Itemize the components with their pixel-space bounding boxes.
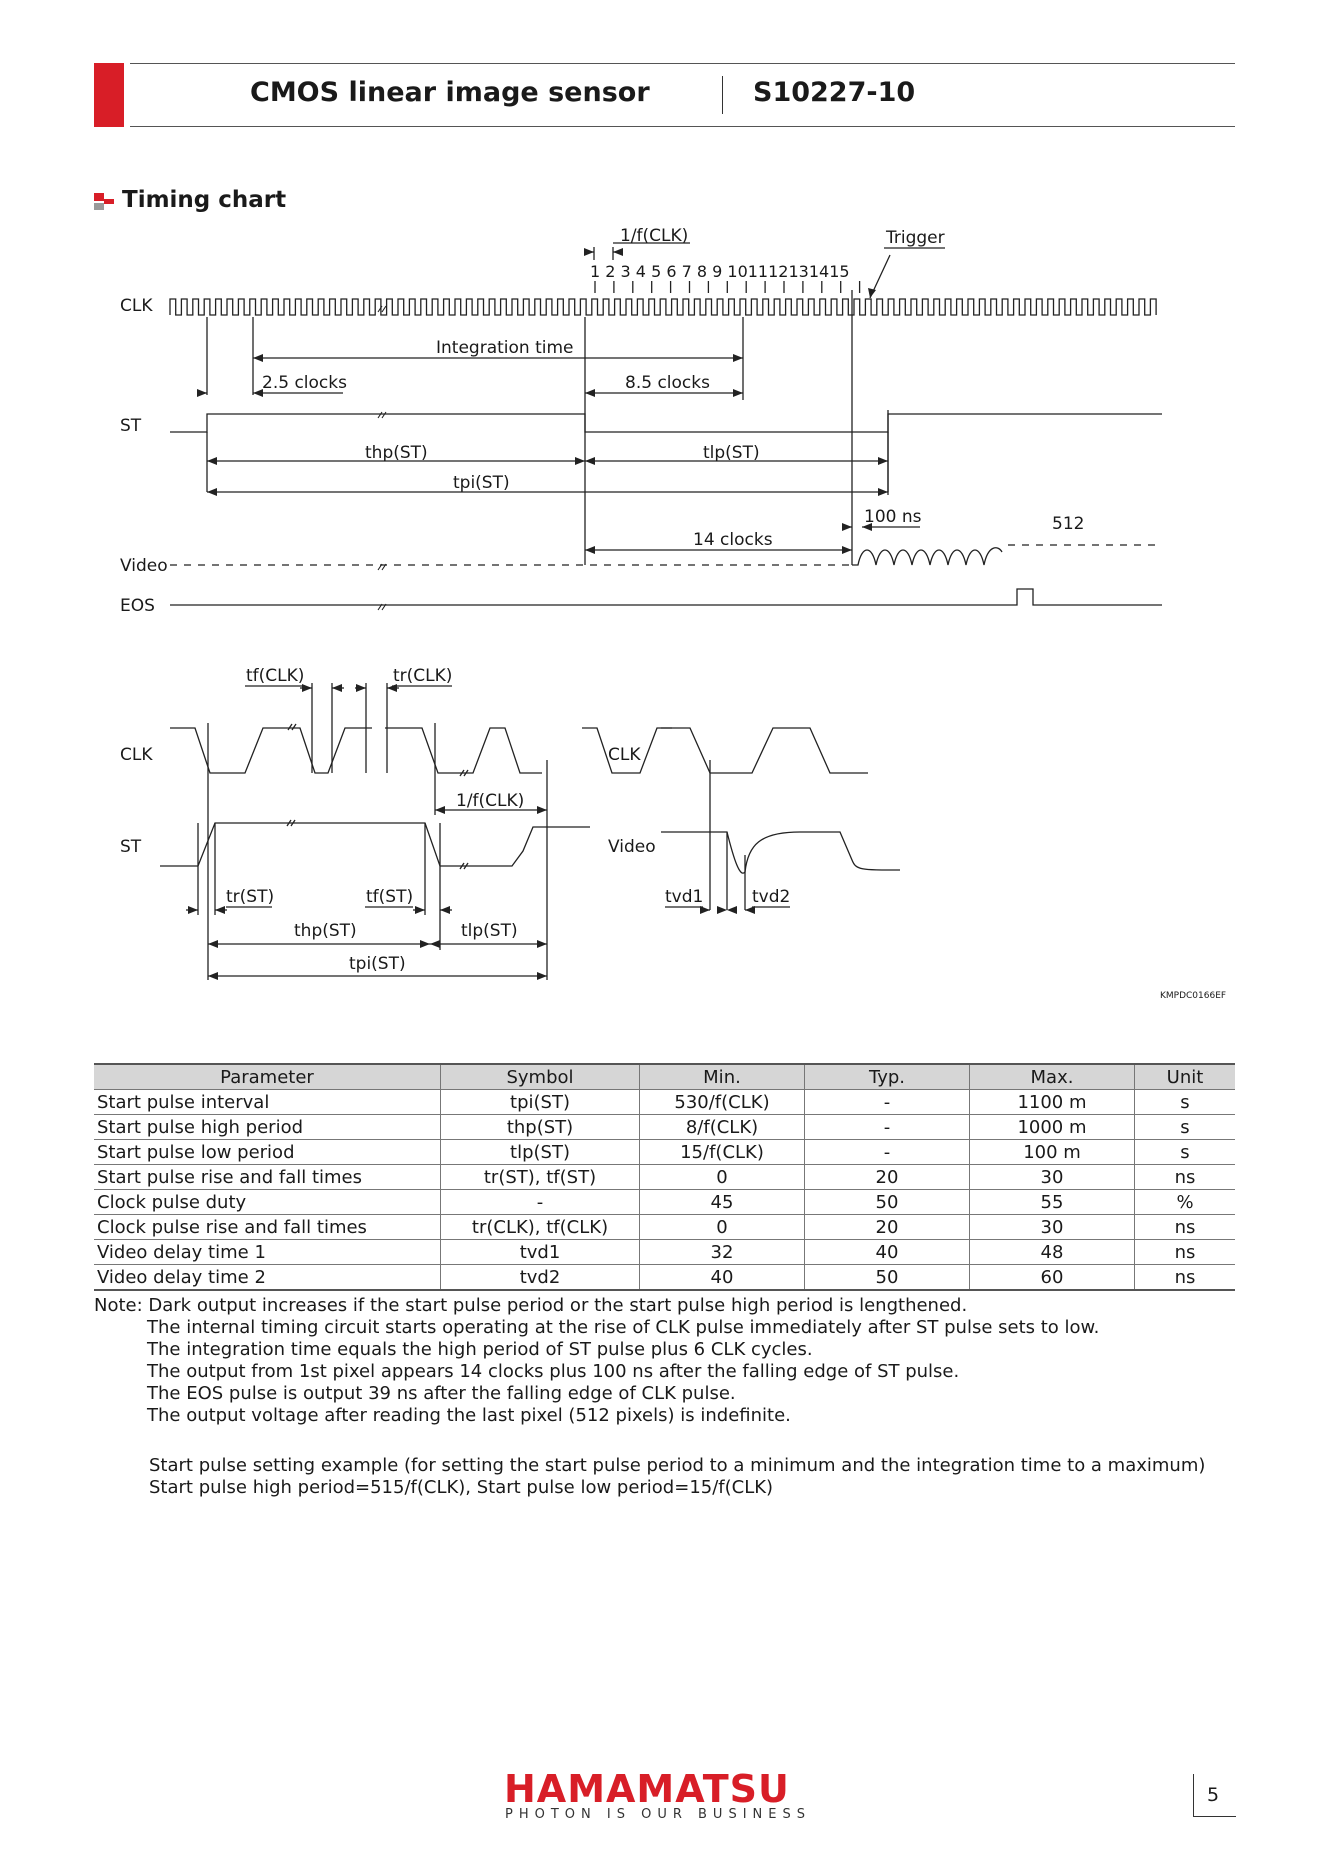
table-cell: 100 m bbox=[970, 1140, 1135, 1165]
table-cell: s bbox=[1135, 1115, 1236, 1140]
table-row bbox=[94, 1265, 1235, 1291]
note-line: The output from 1st pixel appears 14 clocks plus 100 ns after the falling edge of ST pulse. bbox=[147, 1361, 960, 1382]
tlp-label: tlp(ST) bbox=[703, 443, 760, 463]
table-cell: 50 bbox=[805, 1265, 970, 1291]
table-cell: tvd1 bbox=[441, 1240, 640, 1265]
clk-label-right: CLK bbox=[608, 745, 641, 765]
tf-clk-label: tf(CLK) bbox=[246, 666, 305, 686]
table-cell: Start pulse low period bbox=[94, 1140, 441, 1165]
table-cell: % bbox=[1135, 1190, 1236, 1215]
note-line: The internal timing circuit starts operating at the rise of CLK pulse immediately after ST pulse sets to low. bbox=[147, 1317, 1100, 1338]
table-cell: - bbox=[441, 1190, 640, 1215]
tf-st-label: tf(ST) bbox=[366, 887, 414, 907]
clocks-2-5-label: 2.5 clocks bbox=[262, 373, 347, 393]
example-line-1: Start pulse setting example (for setting the start pulse period to a minimum and the integration time to a maximum) bbox=[149, 1455, 1206, 1476]
100ns-label: 100 ns bbox=[864, 507, 922, 527]
brand-logo: HAMAMATSU bbox=[504, 1767, 790, 1811]
table-cell: 40 bbox=[805, 1240, 970, 1265]
table-cell: 48 bbox=[970, 1240, 1135, 1265]
table-cell: ns bbox=[1135, 1240, 1236, 1265]
example-line-2: Start pulse high period=515/f(CLK), Start pulse low period=15/f(CLK) bbox=[149, 1477, 774, 1498]
col-min: Min. bbox=[640, 1064, 805, 1090]
tr-st-label: tr(ST) bbox=[226, 887, 275, 907]
table-cell: 530/f(CLK) bbox=[640, 1090, 805, 1115]
table-cell: Video delay time 1 bbox=[94, 1240, 441, 1265]
table-cell: 1000 m bbox=[970, 1115, 1135, 1140]
clk-waveform bbox=[170, 299, 1156, 315]
document-title: CMOS linear image sensor bbox=[250, 77, 650, 108]
table-cell: 15/f(CLK) bbox=[640, 1140, 805, 1165]
table-cell: ns bbox=[1135, 1165, 1236, 1190]
table-cell: Clock pulse duty bbox=[94, 1190, 441, 1215]
table-cell: 8/f(CLK) bbox=[640, 1115, 805, 1140]
col-max: Max. bbox=[970, 1064, 1135, 1090]
table-cell: - bbox=[805, 1140, 970, 1165]
table-cell: tr(CLK), tf(CLK) bbox=[441, 1215, 640, 1240]
page-number: 5 bbox=[1207, 1784, 1220, 1806]
col-parameter: Parameter bbox=[94, 1064, 441, 1090]
table-cell: 0 bbox=[640, 1215, 805, 1240]
setting-example bbox=[149, 1455, 1205, 1499]
table-cell: 30 bbox=[970, 1165, 1135, 1190]
table-cell: thp(ST) bbox=[441, 1115, 640, 1140]
table-cell: 0 bbox=[640, 1165, 805, 1190]
section-title: Timing chart bbox=[122, 187, 287, 213]
note-line: The integration time equals the high period of ST pulse plus 6 CLK cycles. bbox=[147, 1339, 813, 1360]
table-row bbox=[94, 1090, 1235, 1115]
pixel-count-label: 512 bbox=[1052, 514, 1085, 534]
model-number: S10227-10 bbox=[753, 77, 916, 108]
thp-label-bottom: thp(ST) bbox=[294, 921, 357, 941]
period-label: 1/f(CLK) bbox=[620, 226, 689, 246]
table-cell: - bbox=[805, 1115, 970, 1140]
col-symbol: Symbol bbox=[441, 1064, 640, 1090]
table-cell: 45 bbox=[640, 1190, 805, 1215]
table-cell: 20 bbox=[805, 1165, 970, 1190]
table-cell: 40 bbox=[640, 1265, 805, 1291]
table-cell: - bbox=[805, 1090, 970, 1115]
tpi-label: tpi(ST) bbox=[453, 473, 510, 493]
tlp-label-bottom: tlp(ST) bbox=[461, 921, 518, 941]
tvd1-label: tvd1 bbox=[665, 887, 704, 907]
video-label: Video bbox=[120, 556, 168, 576]
table-cell: 60 bbox=[970, 1265, 1135, 1291]
st-label-bottom: ST bbox=[120, 837, 142, 857]
notes bbox=[94, 1295, 1234, 1427]
table-cell: Start pulse interval bbox=[94, 1090, 441, 1115]
table-cell: s bbox=[1135, 1090, 1236, 1115]
table-row bbox=[94, 1190, 1235, 1215]
table-cell: Clock pulse rise and fall times bbox=[94, 1215, 441, 1240]
diagram-code: KMPDC0166EF bbox=[1160, 991, 1227, 1001]
table-cell: ns bbox=[1135, 1215, 1236, 1240]
table-cell: tlp(ST) bbox=[441, 1140, 640, 1165]
spec-table bbox=[94, 1063, 1235, 1291]
eos-label: EOS bbox=[120, 596, 155, 616]
brand-tagline: PHOTON IS OUR BUSINESS bbox=[505, 1807, 811, 1822]
table-cell: tr(ST), tf(ST) bbox=[441, 1165, 640, 1190]
table-row bbox=[94, 1165, 1235, 1190]
clocks-8-5-label: 8.5 clocks bbox=[625, 373, 710, 393]
table-cell: 30 bbox=[970, 1215, 1135, 1240]
table-cell: 1100 m bbox=[970, 1090, 1135, 1115]
table-cell: tpi(ST) bbox=[441, 1090, 640, 1115]
note-line: The output voltage after reading the last pixel (512 pixels) is indefinite. bbox=[147, 1405, 791, 1426]
clk-label: CLK bbox=[120, 296, 153, 316]
thp-label: thp(ST) bbox=[365, 443, 428, 463]
col-typ: Typ. bbox=[805, 1064, 970, 1090]
table-cell: 32 bbox=[640, 1240, 805, 1265]
period-label-bottom: 1/f(CLK) bbox=[456, 791, 525, 811]
clk-label-bottom: CLK bbox=[120, 745, 153, 765]
table-cell: ns bbox=[1135, 1265, 1236, 1291]
table-cell: Video delay time 2 bbox=[94, 1265, 441, 1291]
table-header-row bbox=[94, 1064, 1235, 1090]
pulse-numbers: 1 2 3 4 5 6 7 8 9 101112131415 bbox=[590, 262, 850, 281]
st-label: ST bbox=[120, 416, 142, 436]
table-row bbox=[94, 1115, 1235, 1140]
note-first: Note: Dark output increases if the start pulse period or the start pulse high period is lengthened. bbox=[94, 1295, 968, 1316]
col-unit: Unit bbox=[1135, 1064, 1236, 1090]
trigger-label: Trigger bbox=[886, 228, 945, 248]
table-cell: Start pulse high period bbox=[94, 1115, 441, 1140]
clocks-14-label: 14 clocks bbox=[693, 530, 773, 550]
note-line: The EOS pulse is output 39 ns after the falling edge of CLK pulse. bbox=[147, 1383, 736, 1404]
video-label-right: Video bbox=[608, 837, 656, 857]
table-row bbox=[94, 1240, 1235, 1265]
table-row bbox=[94, 1215, 1235, 1240]
table-cell: Start pulse rise and fall times bbox=[94, 1165, 441, 1190]
table-row bbox=[94, 1140, 1235, 1165]
table-cell: tvd2 bbox=[441, 1265, 640, 1291]
table-cell: 20 bbox=[805, 1215, 970, 1240]
table-cell: 50 bbox=[805, 1190, 970, 1215]
tpi-label-bottom: tpi(ST) bbox=[349, 954, 406, 974]
tr-clk-label: tr(CLK) bbox=[393, 666, 453, 686]
tvd2-label: tvd2 bbox=[752, 887, 791, 907]
integration-time-label: Integration time bbox=[436, 338, 574, 358]
table-cell: 55 bbox=[970, 1190, 1135, 1215]
table-cell: s bbox=[1135, 1140, 1236, 1165]
